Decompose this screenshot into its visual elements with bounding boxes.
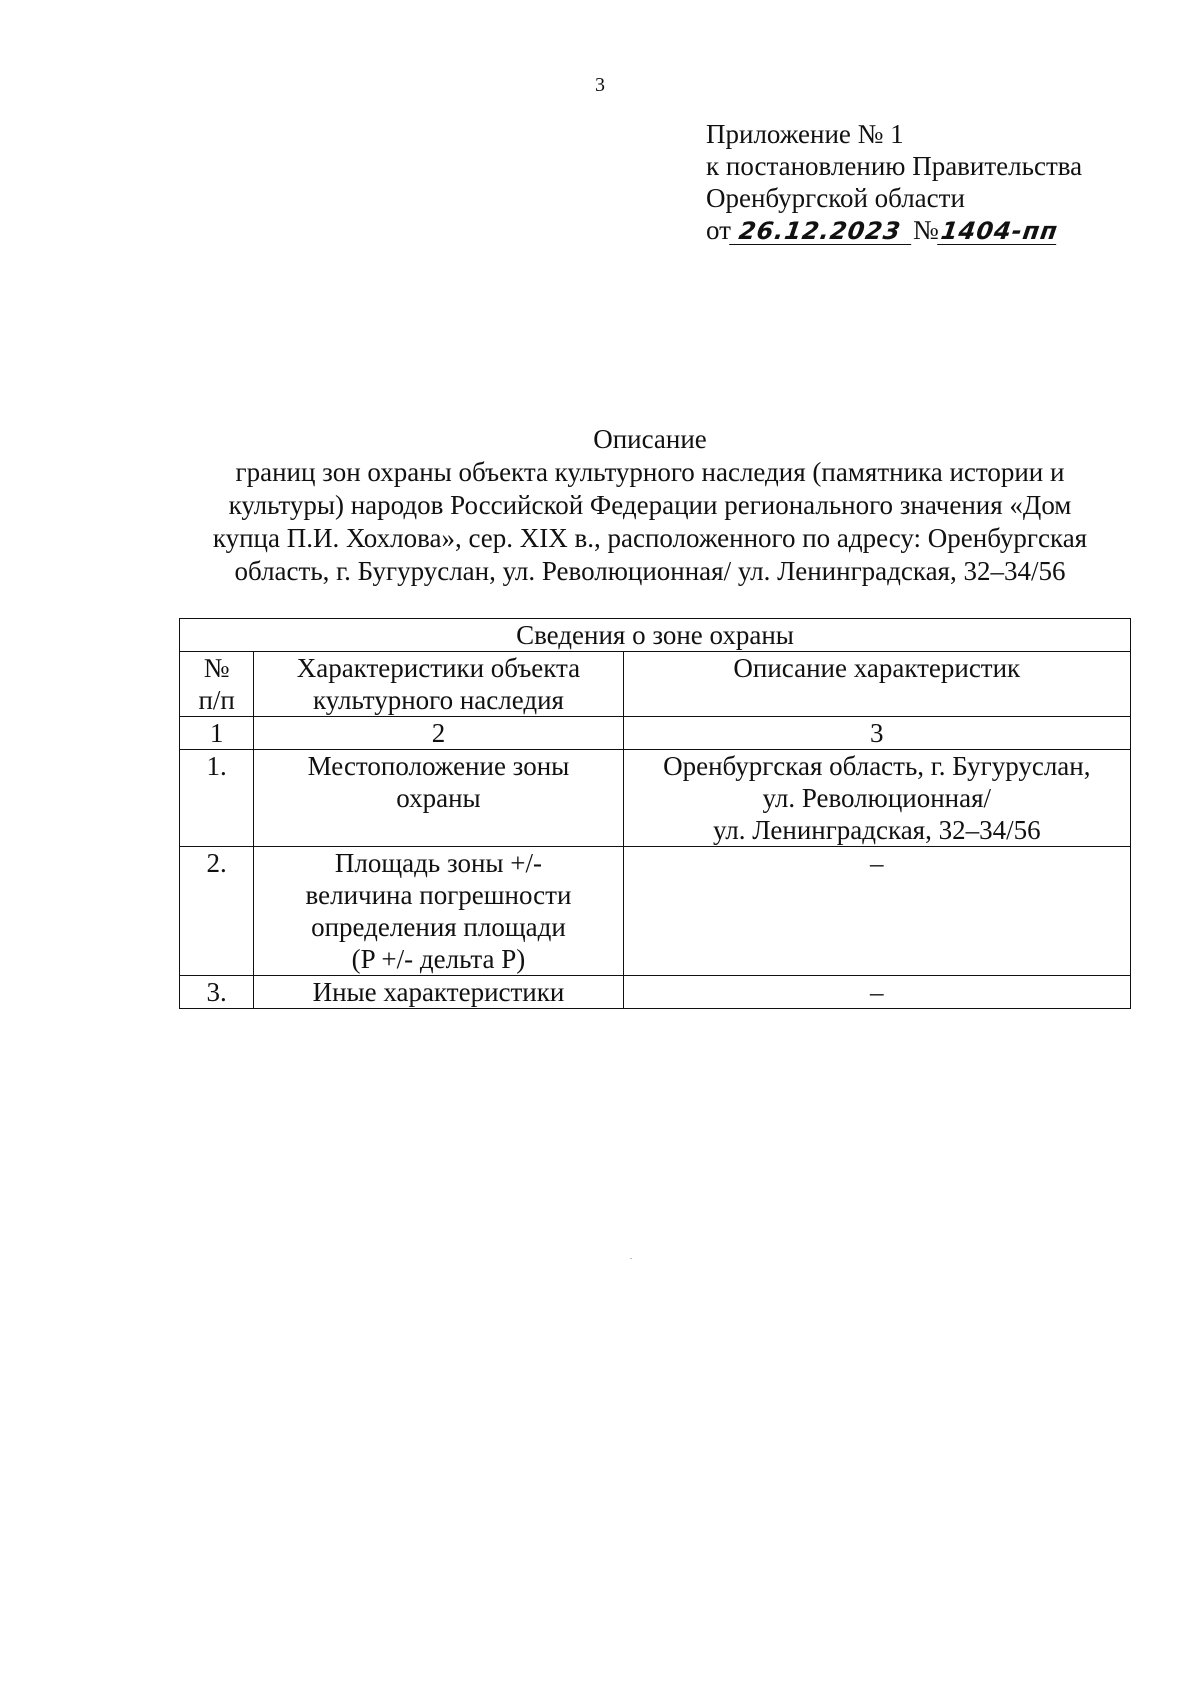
scan-speck: [630, 1258, 632, 1259]
heading-line: культуры) народов Российской Федерации регионального значения «Дом: [228, 490, 1072, 520]
row-characteristic: [254, 976, 623, 1009]
row-characteristic: [254, 847, 623, 976]
column-number-row: [180, 717, 1131, 750]
table-header-row: [180, 652, 1131, 717]
appendix-line-1: Приложение № 1: [706, 119, 904, 149]
header-description: [623, 652, 1130, 717]
column-number: 3: [623, 717, 1130, 750]
appendix-block: [706, 118, 1082, 246]
row-characteristic: [254, 750, 623, 847]
appendix-date-number-line: [706, 214, 1082, 246]
cell-line: Площадь зоны +/-: [334, 848, 543, 878]
header-number-line: п/п: [198, 685, 235, 715]
row-description: [623, 976, 1130, 1009]
row-description: [623, 847, 1130, 976]
handwritten-date: 26.12.2023: [729, 218, 915, 245]
cell-line: ул. Ленинградская, 32–34/56: [712, 815, 1041, 845]
header-number-line: №: [203, 653, 230, 683]
document-heading: [170, 423, 1130, 588]
number-label: №: [912, 215, 939, 245]
header-characteristics: [254, 652, 623, 717]
heading-line: купца П.И. Хохлова», сер. XIX в., расположенного по адресу: Оренбургская: [212, 523, 1088, 553]
cell-line: определения площади: [311, 912, 566, 942]
table-row: [180, 847, 1131, 976]
cell-line: (P +/- дельта P): [351, 944, 526, 974]
row-number: 3.: [180, 976, 254, 1009]
appendix-line-2: к постановлению Правительства: [706, 151, 1083, 181]
cell-line: величина погрешности: [305, 880, 572, 910]
table-caption-row: [180, 619, 1131, 652]
column-number: 1: [180, 717, 254, 750]
cell-line: Иные характеристики: [312, 977, 565, 1007]
header-characteristics-line: Характеристики объекта: [296, 653, 581, 683]
row-description: [623, 750, 1130, 847]
handwritten-number: 1404-пп: [938, 217, 1060, 245]
appendix-line-3: Оренбургской области: [706, 183, 965, 213]
column-number: 2: [254, 717, 623, 750]
cell-line: –: [870, 848, 884, 878]
header-number: [180, 652, 254, 717]
row-number: 1.: [180, 750, 254, 847]
table-row: [180, 750, 1131, 847]
cell-line: ул. Революционная/: [762, 783, 992, 813]
row-number: 2.: [180, 847, 254, 976]
cell-line: охраны: [396, 783, 481, 813]
header-characteristics-line: культурного наследия: [312, 685, 564, 715]
protection-zone-table: [179, 618, 1131, 1009]
cell-line: Оренбургская область, г. Бугуруслан,: [663, 751, 1091, 781]
table-caption: Сведения о зоне охраны: [180, 619, 1131, 652]
cell-line: Местоположение зоны: [307, 751, 570, 781]
heading-line: границ зон охраны объекта культурного наследия (памятника истории и: [235, 457, 1065, 487]
page-number: 3: [595, 74, 605, 96]
heading-title: Описание: [593, 424, 707, 454]
cell-line: –: [870, 977, 884, 1007]
table-row: [180, 976, 1131, 1009]
heading-line: область, г. Бугуруслан, ул. Революционная/ ул. Ленинградская, 32–34/56: [234, 556, 1066, 586]
header-description-line: Описание характеристик: [733, 653, 1021, 683]
from-label: от: [706, 215, 731, 245]
